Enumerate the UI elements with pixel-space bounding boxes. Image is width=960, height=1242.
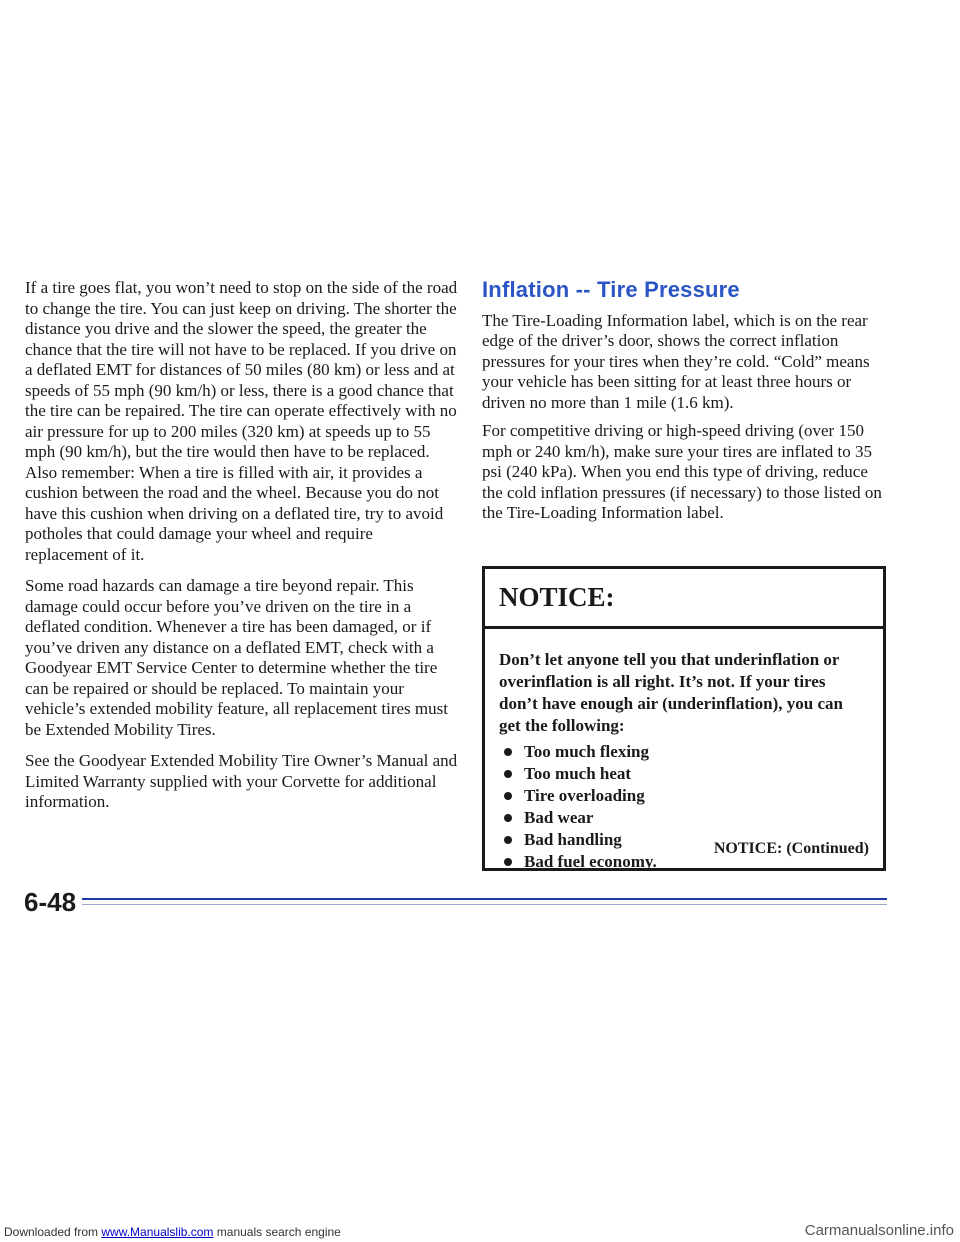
notice-continued: NOTICE: (Continued): [713, 840, 869, 857]
bullet-icon: [504, 770, 512, 778]
watermark-text: Carmanualsonline.info: [804, 1222, 954, 1239]
right-column: [482, 277, 887, 532]
list-item: Too much flexing: [499, 741, 865, 763]
paragraph-emt-flat-tire: If a tire goes flat, you won’t need to stop on the side of the road to change the tire. You can just keep on driving. The shorter the distance you drive and the slower the speed, the greater the chance that the tire will not have to be replaced. If you drive on a deflated EMT for distances of 50 miles (80 km) or less and at speeds of 55 mph (90 km/h) or less, there is a good chance that the tire can be repaired. The tire can operate effectively with no air pressure for up to 200 miles (320 km) at speeds up to 55 mph (90 km/h), but the tire would then have to be replaced. Also remember: When a tire is filled with air, it provides a cushion between the road and the wheel. Because you do not have this cushion when driving on a deflated tire, try to avoid potholes that could damage your wheel and require replacement of it.: [25, 278, 458, 564]
notice-intro: Don’t let anyone tell you that underinflation or overinflation is all right. It’s not. If your tires don’t have enough air (underinflation), you can get the following:: [499, 650, 843, 735]
notice-body: [485, 629, 883, 873]
bullet-icon: [504, 836, 512, 844]
manualslib-link[interactable]: www.Manualslib.com: [101, 1225, 214, 1239]
list-item: Too much heat: [499, 763, 865, 785]
footer-prefix: Downloaded from: [4, 1225, 102, 1239]
bullet-icon: [504, 748, 512, 756]
paragraph-see-manual: See the Goodyear Extended Mobility Tire Owner’s Manual and Limited Warranty supplied with your Corvette for additional information.: [25, 751, 458, 811]
page-number: 6-48: [24, 887, 77, 917]
list-item: Bad handling: [499, 829, 865, 851]
list-item: Tire overloading: [499, 785, 865, 807]
paragraph-road-hazards: Some road hazards can damage a tire beyond repair. This damage could occur before you’ve driven on the tire in a deflated condition. Whenever a tire has been damaged, or if you’ve driven any distance on a deflated EMT, check with a Goodyear EMT Service Center to determine whether the tire can be repaired or should be replaced. To maintain your vehicle’s extended mobility feature, all replacement tires must be Extended Mobility Tires.: [25, 576, 448, 739]
left-column: [25, 278, 460, 824]
notice-box: [482, 566, 886, 871]
bullet-icon: [504, 814, 512, 822]
section-heading-inflation: Inflation -- Tire Pressure: [482, 277, 740, 302]
list-item: Bad fuel economy.: [499, 851, 865, 873]
download-footer: [4, 1225, 341, 1239]
footer-suffix: manuals search engine: [213, 1225, 341, 1239]
notice-title: NOTICE:: [485, 569, 883, 629]
footer-rule-thin: [82, 904, 887, 905]
footer-rule: [82, 898, 887, 900]
paragraph-competitive-driving: For competitive driving or high-speed driving (over 150 mph or 240 km/h), make sure your tires are inflated to 35 psi (240 kPa). When you end this type of driving, reduce the cold inflation pressures (if necessary) to those listed on the Tire-Loading Information label.: [482, 421, 882, 522]
bullet-icon: [504, 858, 512, 866]
bullet-icon: [504, 792, 512, 800]
paragraph-tire-loading-label: The Tire-Loading Information label, which is on the rear edge of the driver’s door, shows the correct inflation pressures for your tires when they’re cold. “Cold” means your vehicle has been sitting for at least three hours or driven no more than 1 mile (1.6 km).: [482, 310, 870, 412]
list-item: Bad wear: [499, 807, 865, 829]
